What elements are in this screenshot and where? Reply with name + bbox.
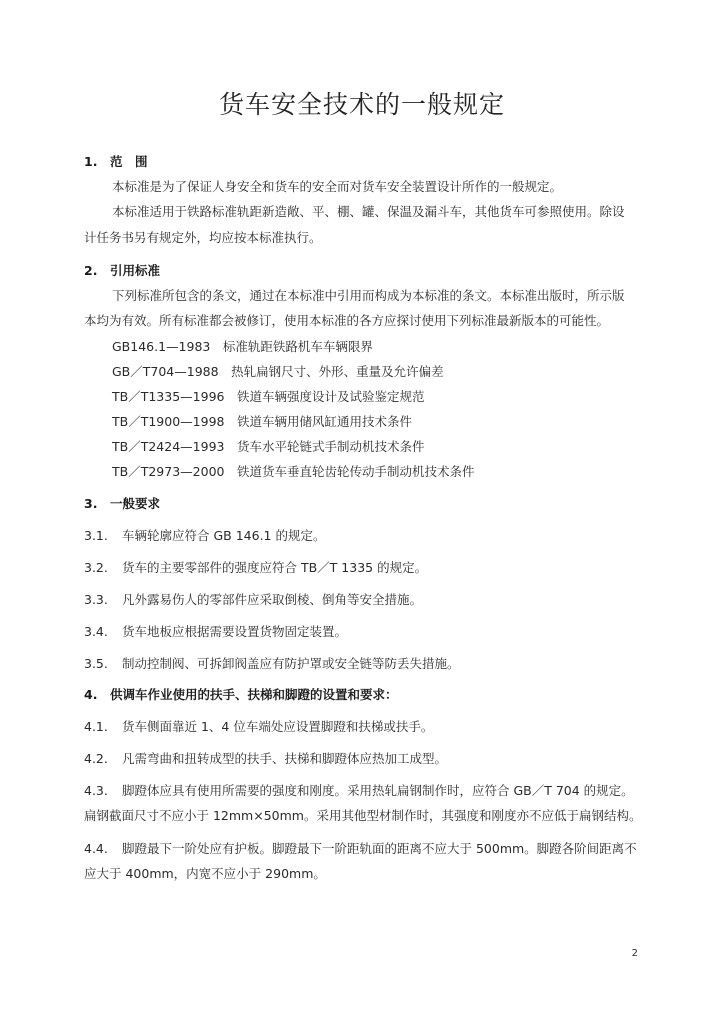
clause-text: 制动控制阀、可拆卸阀盖应有防护罩或安全链等防丢失措施。 (122, 656, 460, 671)
reference-item: GB／T704—1988 热轧扁钢尺寸、外形、重量及允许偏差 (112, 364, 444, 379)
clause-3-3 (84, 590, 422, 610)
clause-number: 4.1. (84, 719, 108, 734)
clause-number: 3.1. (84, 528, 108, 543)
reference-item: TB／T1335—1996 铁道车辆强度设计及试验鉴定规范 (112, 389, 425, 404)
clause-4-3-line-2: 扁钢截面尺寸不应小于 12mm×50mm。采用其他型材制作时，其强度和刚度亦不应低于扁钢结构。 (84, 808, 642, 823)
section-1-paragraph-1: 本标准是为了保证人身安全和货车的安全而对货车安全装置设计所作的一般规定。 (112, 179, 563, 194)
clause-number: 3.3. (84, 592, 108, 607)
clause-3-1 (84, 526, 325, 546)
clause-3-5 (84, 654, 460, 674)
section-1-paragraph-2-line-1: 本标准适用于铁路标准轨距新造敞、平、棚、罐、保温及漏斗车，其他货车可参照使用。除设 (112, 204, 625, 219)
clause-4-4-line-2: 应大于 400mm，内宽不应小于 290mm。 (84, 866, 326, 881)
section-2-number: 2. (84, 263, 98, 278)
section-1-heading (84, 152, 148, 172)
clause-text: 脚蹬最下一阶处应有护板。脚蹬最下一阶距轨面的距离不应大于 500mm。脚蹬各阶间距离不 (122, 841, 637, 856)
reference-item: TB／T1900—1998 铁道车辆用储风缸通用技术条件 (112, 414, 412, 429)
section-2-heading (84, 261, 160, 281)
clause-text: 车辆轮廓应符合 GB 146.1 的规定。 (122, 528, 326, 543)
section-4-number: 4. (84, 687, 98, 702)
clause-4-2 (84, 749, 447, 769)
section-4-heading (84, 685, 398, 705)
clause-4-3-line-1 (84, 781, 634, 801)
clause-4-1 (84, 717, 433, 737)
section-1-number: 1. (84, 154, 98, 169)
section-3-number: 3. (84, 496, 98, 511)
reference-item: GB146.1—1983 标准轨距铁路机车车辆限界 (112, 339, 373, 354)
clause-3-2 (84, 558, 427, 578)
section-1-title: 范 围 (110, 154, 148, 169)
section-1-paragraph-2-line-2: 计任务书另有规定外，均应按本标准执行。 (84, 230, 322, 245)
reference-item: TB／T2424—1993 货车水平轮链式手制动机技术条件 (112, 439, 425, 454)
section-3-title: 一般要求 (110, 496, 161, 511)
clause-number: 4.4. (84, 841, 108, 856)
page-number: 2 (631, 948, 638, 959)
reference-item: TB／T2973—2000 铁道货车垂直轮齿轮传动手制动机技术条件 (112, 464, 475, 479)
clause-number: 3.4. (84, 624, 108, 639)
clause-text: 凡需弯曲和扭转成型的扶手、扶梯和脚蹬体应热加工成型。 (122, 751, 448, 766)
section-2-paragraph-line-2: 本均为有效。所有标准都会被修订，使用本标准的各方应探讨使用下列标准最新版本的可能性。 (84, 313, 610, 328)
clause-text: 凡外露易伤人的零部件应采取倒棱、倒角等安全措施。 (122, 592, 423, 607)
clause-number: 4.3. (84, 783, 108, 798)
clause-text: 脚蹬体应具有使用所需要的强度和刚度。采用热轧扁钢制作时，应符合 GB／T 704 的规定。 (122, 783, 634, 798)
section-2-paragraph-line-1: 下列标准所包含的条文，通过在本标准中引用而构成为本标准的条文。本标准出版时，所示版 (112, 288, 625, 303)
clause-4-4-line-1 (84, 839, 637, 859)
section-2-title: 引用标准 (110, 263, 161, 278)
section-3-heading (84, 494, 160, 514)
clause-number: 3.5. (84, 656, 108, 671)
clause-text: 货车地板应根据需要设置货物固定装置。 (122, 624, 348, 639)
clause-3-4 (84, 622, 347, 642)
section-4-title: 供调车作业使用的扶手、扶梯和脚蹬的设置和要求： (110, 687, 398, 702)
clause-number: 3.2. (84, 560, 108, 575)
page-title: 货车安全技术的一般规定 (218, 90, 505, 119)
clause-text: 货车的主要零部件的强度应符合 TB／T 1335 的规定。 (122, 560, 428, 575)
clause-number: 4.2. (84, 751, 108, 766)
clause-text: 货车侧面靠近 1、4 位车端处应设置脚蹬和扶梯或扶手。 (122, 719, 434, 734)
